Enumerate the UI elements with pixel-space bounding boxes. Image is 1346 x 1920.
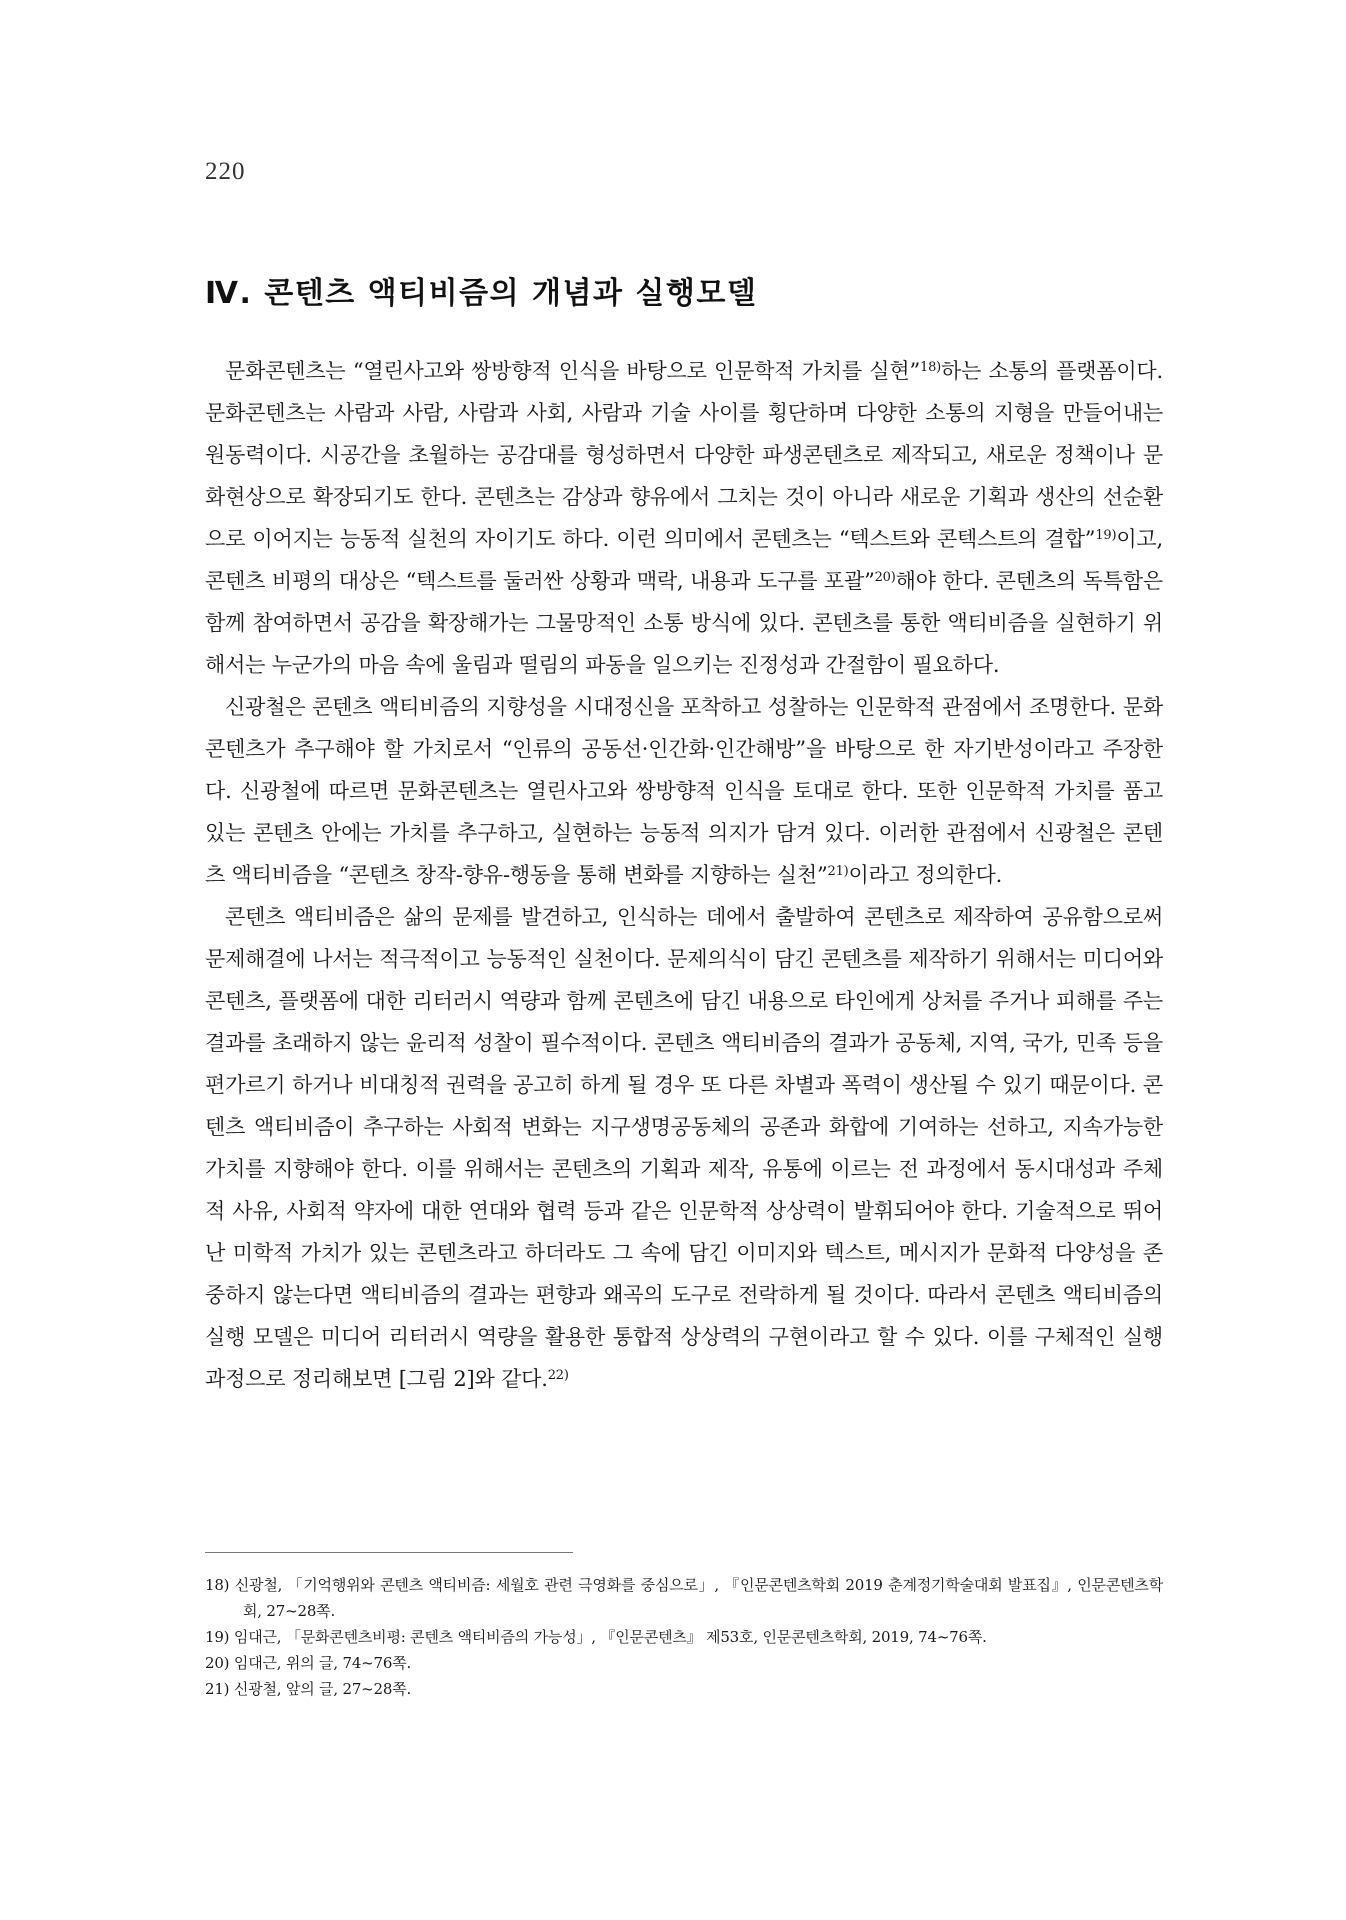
paragraph-text: 이고, 콘텐츠 비평의 대상은 “텍스트를 둘러싼 상황과 맥락, 내용과 도구를 포괄” [205, 527, 1163, 593]
footnote-18: 18) 신광철, 「기억행위와 콘텐츠 액티비즘: 세월호 관련 극영화를 중심으로」, 『인문콘텐츠학회 2019 춘계정기학술대회 발표집』, 인문콘텐츠학회, 27~28쪽. [205, 1576, 1163, 1620]
paragraph-text: 신광철은 콘텐츠 액티비즘의 지향성을 시대정신을 포착하고 성찰하는 인문학적 관점에서 조명한다. 문화콘텐츠가 추구해야 할 가치로서 “인류의 공동선·인간화·인간해방”을 바탕으로 한 자기반성이라고 주장한다. 신광철에 따르면 문화콘텐츠는 열린사고와 쌍방향적 인식을 토대로 한다. 또한 인문학적 가치를 품고 있는 콘텐츠 안에는 가치를 추구하고, 실현하는 능동적 의지가 담겨 있다. 이러한 관점에서 신광철은 콘텐츠 액티비즘을 “콘텐츠 창작-향유-행동을 통해 변화를 지향하는 실천” [205, 695, 1163, 887]
paragraph-text: 해야 한다. 콘텐츠의 독특함은 함께 참여하면서 공감을 확장해가는 그물망적인 소통 방식에 있다. 콘텐츠를 통한 액티비즘을 실현하기 위해서는 누군가의 마음 속에 울림과 떨림의 파동을 일으키는 진정성과 간절함이 필요하다. [205, 569, 1163, 677]
footnote-ref-21: 21) [827, 864, 849, 879]
section-title: Ⅳ. 콘텐츠 액티비즘의 개념과 실행모델 [205, 276, 758, 311]
footnotes-list [205, 1572, 1163, 1702]
body-text [205, 350, 1163, 1400]
footnote-ref-19: 19) [1095, 528, 1117, 543]
paragraph-1 [205, 350, 1163, 686]
footnote-ref-18: 18) [920, 360, 942, 375]
page-number: 220 [205, 158, 246, 185]
paragraph-text: 하는 소통의 플랫폼이다. 문화콘텐츠는 사람과 사람, 사람과 사회, 사람과 기술 사이를 횡단하며 다양한 소통의 지형을 만들어내는 원동력이다. 시공간을 초월하는 공감대를 형성하면서 다양한 파생콘텐츠로 제작되고, 새로운 정책이나 문화현상으로 확장되기도 한다. 콘텐츠는 감상과 향유에서 그치는 것이 아니라 새로운 기획과 생산의 선순환으로 이어지는 능동적 실천의 자이기도 하다. 이런 의미에서 콘텐츠는 “텍스트와 콘텍스트의 결합” [205, 359, 1163, 551]
footnote-ref-22: 22) [547, 1368, 569, 1383]
footnote-ref-20: 20) [874, 570, 896, 585]
footnote-20: 20) 임대근, 위의 글, 74~76쪽. [205, 1654, 412, 1672]
footnote-divider [205, 1552, 573, 1553]
paragraph-text: 콘텐츠 액티비즘은 삶의 문제를 발견하고, 인식하는 데에서 출발하여 콘텐츠로 제작하여 공유함으로써 문제해결에 나서는 적극적이고 능동적인 실천이다. 문제의식이 담긴 콘텐츠를 제작하기 위해서는 미디어와 콘텐츠, 플랫폼에 대한 리터러시 역량과 함께 콘텐츠에 담긴 내용으로 타인에게 상처를 주거나 피해를 주는 결과를 초래하지 않는 윤리적 성찰이 필수적이다. 콘텐츠 액티비즘의 결과가 공동체, 지역, 국가, 민족 등을 편가르기 하거나 비대칭적 권력을 공고히 하게 될 경우 또 다른 차별과 폭력이 생산될 수 있기 때문이다. 콘텐츠 액티비즘이 추구하는 사회적 변화는 지구생명공동체의 공존과 화합에 기여하는 선하고, 지속가능한 가치를 지향해야 한다. 이를 위해서는 콘텐츠의 기획과 제작, 유통에 이르는 전 과정에서 동시대성과 주체적 사유, 사회적 약자에 대한 연대와 협력 등과 같은 인문학적 상상력이 발휘되어야 한다. 기술적으로 뛰어난 미학적 가치가 있는 콘텐츠라고 하더라도 그 속에 담긴 이미지와 텍스트, 메시지가 문화적 다양성을 존중하지 않는다면 액티비즘의 결과는 편향과 왜곡의 도구로 전락하게 될 것이다. 따라서 콘텐츠 액티비즘의 실행 모델은 미디어 리터러시 역량을 활용한 통합적 상상력의 구현이라고 할 수 있다. 이를 구체적인 실행 과정으로 정리해보면 [그림 2]와 같다. [205, 905, 1163, 1391]
paragraph-text: 문화콘텐츠는 “열린사고와 쌍방향적 인식을 바탕으로 인문학적 가치를 실현” [225, 359, 920, 383]
paragraph-2 [205, 686, 1163, 896]
paragraph-text: 이라고 정의한다. [848, 863, 1003, 887]
paragraph-3 [205, 896, 1163, 1400]
footnote-19: 19) 임대근, 「문화콘텐츠비평: 콘텐츠 액티비즘의 가능성」, 『인문콘텐츠』 제53호, 인문콘텐츠학회, 2019, 74~76쪽. [205, 1628, 987, 1646]
footnote-21: 21) 신광철, 앞의 글, 27~28쪽. [205, 1680, 412, 1698]
